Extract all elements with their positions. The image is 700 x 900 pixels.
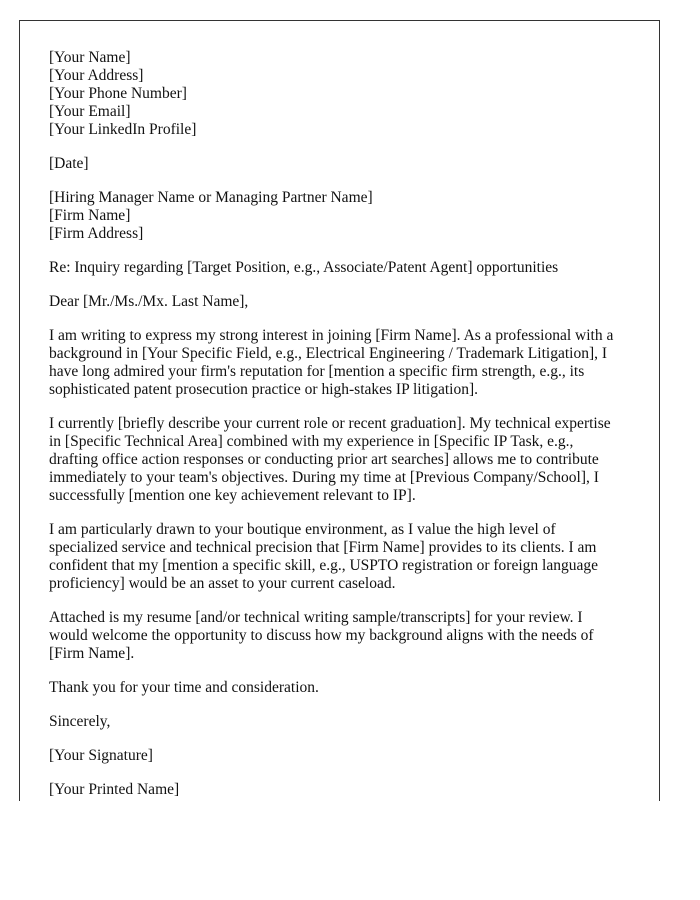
thanks-line: Thank you for your time and consideration. xyxy=(49,679,319,696)
paragraph-line: I am particularly drawn to your boutique environment, as I value the high level of xyxy=(49,521,556,538)
subject-line: Re: Inquiry regarding [Target Position, e.g., Associate/Patent Agent] opportunities xyxy=(49,259,559,276)
paragraph-line: have long admired your firm's reputation for [mention a specific firm strength, e.g., its xyxy=(49,363,585,380)
paragraph-line: would welcome the opportunity to discuss how my background aligns with the needs of xyxy=(49,627,594,644)
body-paragraph-1 xyxy=(49,327,613,399)
recipient-address: [Firm Address] xyxy=(49,225,144,242)
paragraph-line: successfully [mention one key achievement relevant to IP]. xyxy=(49,487,416,504)
body-paragraph-3 xyxy=(49,521,613,593)
salutation: Dear [Mr./Ms./Mx. Last Name], xyxy=(49,293,249,310)
closing: Sincerely, xyxy=(49,713,111,730)
sender-linkedin: [Your LinkedIn Profile] xyxy=(49,121,197,138)
body-paragraph-2 xyxy=(49,415,613,505)
sender-name: [Your Name] xyxy=(49,49,131,66)
paragraph-line: immediately to your team's objectives. During my time at [Previous Company/School], I xyxy=(49,469,599,486)
body-paragraph-4 xyxy=(49,609,613,663)
recipient-firm: [Firm Name] xyxy=(49,207,131,224)
letter-content xyxy=(49,49,613,815)
paragraph-line: I am writing to express my strong interest in joining [Firm Name]. As a professional with a xyxy=(49,327,614,344)
paragraph-line: sophisticated patent prosecution practice or high-stakes IP litigation]. xyxy=(49,381,479,398)
paragraph-line: specialized service and technical precision that [Firm Name] provides to its clients. I am xyxy=(49,539,597,556)
paragraph-line: drafting office action responses or conducting prior art searches] allows me to contribute xyxy=(49,451,599,468)
recipient-block xyxy=(49,189,613,243)
paragraph-line: in [Specific Technical Area] combined with my experience in [Specific IP Task, e.g., xyxy=(49,433,574,450)
paragraph-line: I currently [briefly describe your current role or recent graduation]. My technical expertise xyxy=(49,415,611,432)
sender-address: [Your Address] xyxy=(49,67,144,84)
paragraph-line: background in [Your Specific Field, e.g., Electrical Engineering / Trademark Litigation], I xyxy=(49,345,608,362)
sender-email: [Your Email] xyxy=(49,103,131,120)
sender-phone: [Your Phone Number] xyxy=(49,85,187,102)
paragraph-line: proficiency] would be an asset to your current caseload. xyxy=(49,575,396,592)
sender-block xyxy=(49,49,613,139)
paragraph-line: confident that my [mention a specific skill, e.g., USPTO registration or foreign language xyxy=(49,557,598,574)
letter-page xyxy=(19,20,660,801)
date: [Date] xyxy=(49,155,89,172)
paragraph-line: [Firm Name]. xyxy=(49,645,135,662)
paragraph-line: Attached is my resume [and/or technical writing sample/transcripts] for your review. I xyxy=(49,609,583,626)
signature: [Your Signature] xyxy=(49,747,153,764)
printed-name: [Your Printed Name] xyxy=(49,781,180,798)
recipient-name: [Hiring Manager Name or Managing Partner Name] xyxy=(49,189,373,206)
